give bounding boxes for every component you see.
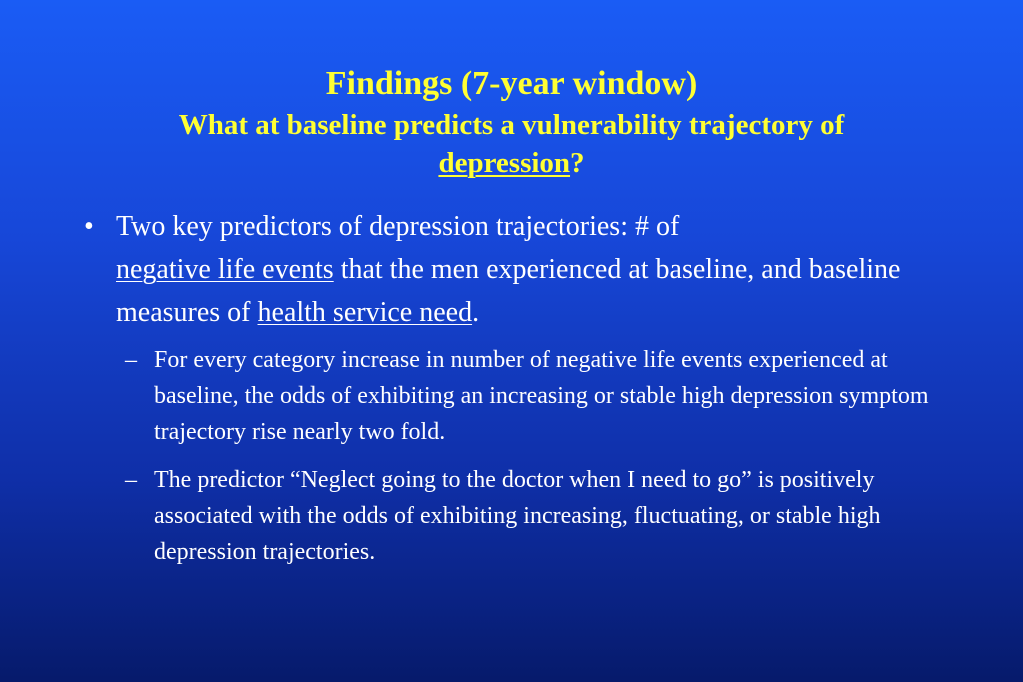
sub-bullet-1-text: For every category increase in number of negative life events experienced at baseline, the odds of exhibiting an increasing or stable high depression symptom trajectory rise nearly two fold. <box>154 347 929 445</box>
title-main: Findings (7-year window) <box>325 65 698 102</box>
title-subtitle-underlined: depression <box>438 147 571 179</box>
sub-bullet-marker: – <box>125 467 137 493</box>
sub-bullet-1 <box>125 342 964 450</box>
title-subtitle-text: What at baseline predicts a vulnerability trajectory of <box>178 109 845 141</box>
bullet-marker: • <box>84 211 94 242</box>
bullet-main-text-end: . <box>472 297 480 328</box>
sub-bullet-2-text: The predictor “Neglect going to the doctor when I need to go” is positively associated with the odds of exhibiting increasing, fluctuating, or stable high depression trajectories. <box>154 467 881 565</box>
slide-title <box>60 62 963 182</box>
bullet-main <box>84 205 964 334</box>
bullet-main-text-2: that the men experienced at baseline, and baseline measures of <box>116 254 901 328</box>
sub-bullet-marker: – <box>125 347 137 373</box>
title-subtitle <box>60 106 963 182</box>
bullet-main-text-1: Two key predictors of depression trajectories: # of <box>116 211 680 242</box>
bullet-main-underline-2: health service need <box>257 297 473 328</box>
slide-body <box>84 205 964 570</box>
title-subtitle-end: ? <box>570 147 585 179</box>
bullet-main-underline-1: negative life events <box>116 254 334 285</box>
sub-bullet-2 <box>125 462 964 570</box>
